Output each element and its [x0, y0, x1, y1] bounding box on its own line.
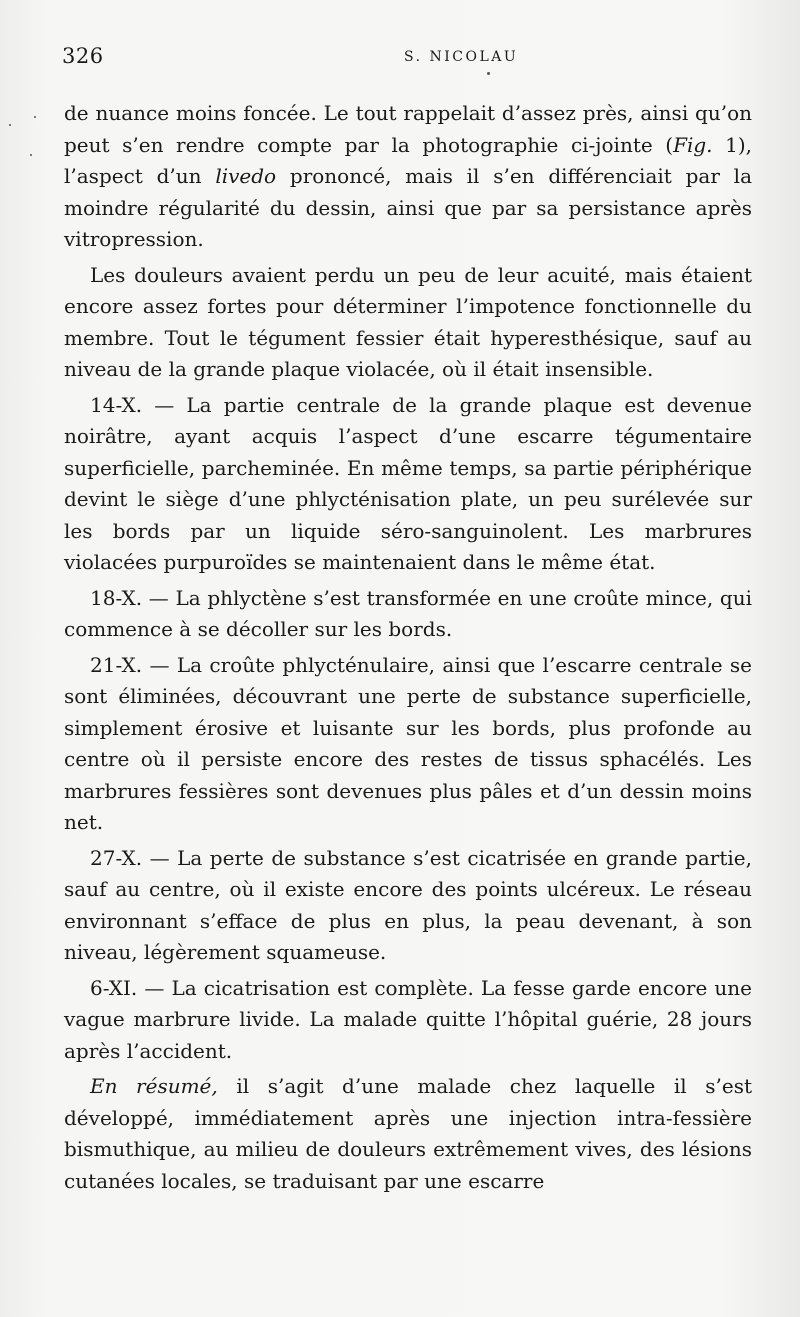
print-speck	[34, 116, 36, 118]
text-run: 1), l’aspect d’un	[64, 132, 752, 188]
text-run: il s’agit d’une malade chez laquelle il s’est développé, immédiatement après une injection intra-fessière bismuthique, au milieu de douleurs extrêmement vives, des lésions cutanées locales, se traduisant par une escarre	[64, 1074, 753, 1193]
text-run: Les douleurs avaient perdu un peu de leur acuité, mais étaient encore assez fortes pour déterminer l’impotence fonctionnelle du membre. Tout le tégument fessier était hyperesthésique, sauf au niveau de la grande plaque violacée, où il était insensible.	[64, 262, 752, 381]
text-run: 18-X. — La phlyctène s’est transformée en une croûte mince, qui commence à se décoller sur les bords.	[64, 585, 752, 641]
text-run: 6-XI. — La cicatrisation est complète. La fesse garde encore une vague marbrure livide. La malade quitte l’hôpital guérie, 28 jours après l’accident.	[64, 975, 752, 1063]
paragraph-18-x	[64, 583, 752, 646]
text-run: 27-X. — La perte de substance s’est cicatrisée en grande partie, sauf au centre, où il existe encore des points ulcéreux. Le réseau environnant s’efface de plus en plus, la peau devenant, à son niveau, légèrement squameuse.	[64, 845, 752, 964]
paragraph-continuation	[64, 98, 752, 256]
body-text	[64, 98, 752, 1201]
print-speck	[9, 124, 11, 126]
paragraph-summary	[64, 1071, 752, 1197]
text-run: prononcé, mais il s’en différenciait par la moindre régularité du dessin, ainsi que par sa persistance après vitropression.	[64, 164, 752, 251]
print-speck	[487, 72, 490, 75]
text-run-italic: En résumé,	[90, 1074, 218, 1098]
paragraph-27-x	[64, 843, 752, 969]
paragraph-6-xi	[64, 973, 752, 1068]
paragraph-21-x	[64, 650, 752, 839]
text-run-italic: livedo	[215, 164, 277, 188]
running-head: S. NICOLAU	[404, 49, 519, 65]
text-run-italic: Fig.	[673, 132, 713, 157]
paragraph-pain	[64, 260, 752, 386]
page-header	[62, 44, 752, 72]
text-run: 14-X. — La partie centrale de la grande plaque est devenue noirâtre, ayant acquis l’aspect d’une escarre tégumentaire superficielle, parcheminée. En même temps, sa partie périphérique devint le siège d’une phlycténisation plate, un peu surélevée sur les bords par un liquide séro-sanguinolent. Les marbrures violacées purpuroïdes se maintenaient dans le même état.	[64, 392, 752, 574]
print-speck	[30, 154, 32, 156]
text-run: de nuance moins foncée. Le tout rappelait d’assez près, ainsi qu’on peut s’en rendre compte par la photographie ci-jointe (	[64, 101, 752, 157]
text-run: 21-X. — La croûte phlycténulaire, ainsi que l’escarre centrale se sont éliminées, découvrant une perte de substance superficielle, simplement érosive et luisante sur les bords, plus profonde au centre où il persiste encore des restes de tissus sphacélés. Les marbrures fessières sont devenues plus pâles et d’un dessin moins net.	[64, 652, 752, 834]
paragraph-14-x	[64, 390, 752, 579]
page-number: 326	[62, 44, 104, 68]
